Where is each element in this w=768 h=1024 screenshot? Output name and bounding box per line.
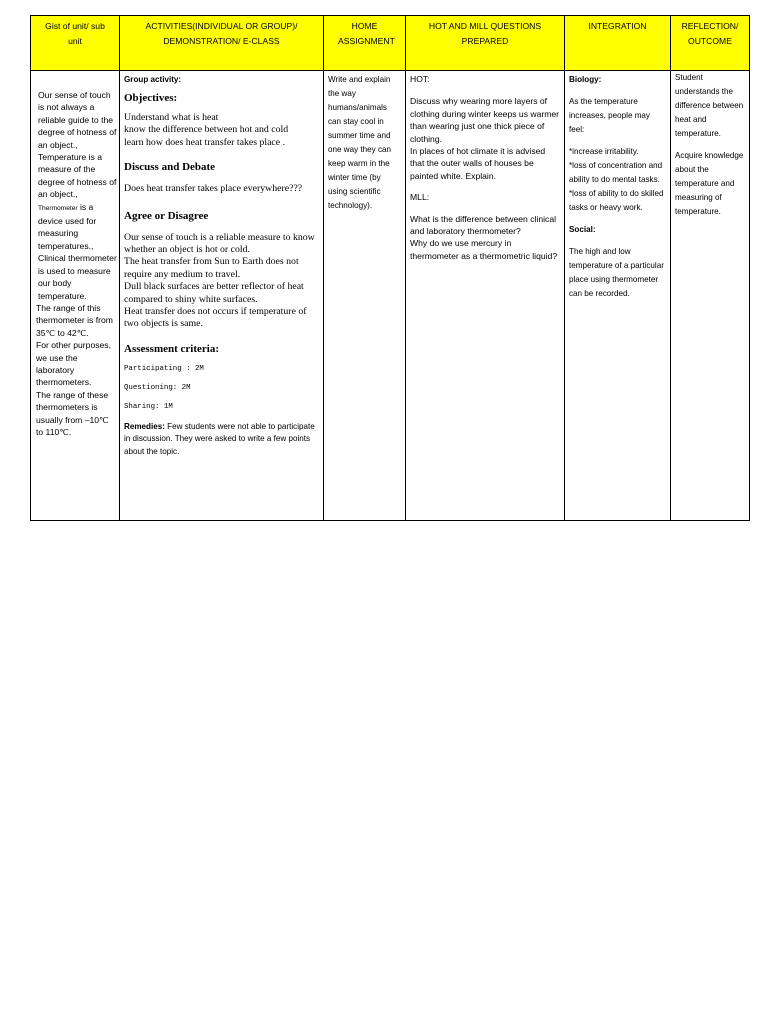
activities-cell <box>120 71 324 521</box>
lesson-plan-table <box>30 15 750 521</box>
group-activity-label: Group activity: <box>124 75 182 84</box>
hot-question: In places of hot climate it is advised that the outer walls of houses be painted white. Explain. <box>410 146 546 181</box>
discuss-text: Does heat transfer takes place everywhere??? <box>124 183 303 195</box>
objectives-list <box>124 112 320 149</box>
biology-item: *loss of ability to do skilled tasks or heavy work. <box>569 189 664 212</box>
criteria-item: Participating : 2M <box>124 364 204 373</box>
reflection-cell <box>671 71 750 521</box>
content-row <box>31 71 750 521</box>
objective-item: Understand what is heat <box>124 112 219 123</box>
home-assignment-cell <box>324 71 406 521</box>
header-hot-mill: HOT AND MILL QUESTIONS PREPARED <box>406 16 565 71</box>
biology-intro: As the temperature increases, people may feel: <box>569 97 650 134</box>
header-activities: ACTIVITIES(INDIVIDUAL OR GROUP)/ DEMONSTRATION/ E-CLASS <box>120 16 324 71</box>
gist-thermometer-word: Thermometer <box>38 204 78 212</box>
remedies-text <box>124 421 320 458</box>
header-gist: Gist of unit/ sub unit <box>31 16 120 71</box>
mll-question: What is the difference between clinical and laboratory thermometer? <box>410 213 557 237</box>
biology-list <box>569 145 667 215</box>
remedies-label: Remedies: <box>124 421 165 431</box>
criteria-list <box>124 365 320 411</box>
reflection-text: Acquire knowledge about the temperature and measuring of temperature. <box>675 151 744 216</box>
biology-item: *loss of concentration and ability to do mental tasks. <box>569 161 663 184</box>
criteria-item: Sharing: 1M <box>124 402 173 411</box>
agree-item: The heat transfer from Sun to Earth does not require any medium to travel. <box>124 256 299 280</box>
header-row <box>31 16 750 71</box>
mll-label: MLL: <box>410 192 430 203</box>
biology-item: *increase irritability. <box>569 147 639 156</box>
criteria-item: Questioning: 2M <box>124 383 191 392</box>
social-text: The high and low temperature of a particular place using thermometer can be recorded. <box>569 247 664 298</box>
gist-part2: is a device used for measuring temperatures., Clinical thermometer is used to measure our body temperature. <box>38 201 117 301</box>
gist-other-line: For other purposes, we use the laboratory thermometers. <box>36 340 111 388</box>
integration-cell <box>565 71 671 521</box>
agree-item: Heat transfer does not occurs if temperature of two objects is same. <box>124 306 307 330</box>
hot-mill-cell <box>406 71 565 521</box>
header-home-assignment: HOME ASSIGNMENT <box>324 16 406 71</box>
agree-heading: Agree or Disagree <box>124 209 209 222</box>
gist-range2-line: The range of these thermometers is usually from –10℃ to 110℃. <box>36 389 109 437</box>
agree-item: Our sense of touch is a reliable measure to know whether an object is hot or cold. <box>124 231 315 256</box>
header-integration: INTEGRATION <box>565 16 671 71</box>
agree-list <box>124 232 320 331</box>
objective-item: know the difference between hot and cold <box>124 124 289 136</box>
hot-question: Discuss why wearing more layers of clothing during winter keeps us warmer than wearing just one thick piece of clothing. <box>410 96 560 144</box>
agree-item: Dull black surfaces are better reflector of heat compared to shiny white surfaces. <box>124 281 304 305</box>
objectives-heading: Objectives: <box>124 92 178 104</box>
header-reflection: REFLECTION/ OUTCOME <box>671 16 750 71</box>
reflection-text: Student understands the difference between heat and temperature. <box>675 73 744 138</box>
biology-label: Biology: <box>569 75 602 84</box>
social-label: Social: <box>569 225 596 234</box>
hot-label: HOT: <box>410 74 430 84</box>
assessment-heading: Assessment criteria: <box>124 342 219 355</box>
gist-part1: Our sense of touch is not always a reliable guide to the degree of hotness of an object., Temperature is a measure of the degree of hotness of an object., <box>38 90 117 200</box>
remedies-body: Few students were not able to participate in discussion. They were asked to write a few points about the topic. <box>124 421 315 456</box>
gist-range-line: The range of this thermometer is from 35℃ to 42℃. <box>36 302 113 338</box>
mll-question: Why do we use mercury in thermometer as a thermometric liquid? <box>410 238 558 261</box>
gist-cell <box>31 71 120 521</box>
objective-item: learn how does heat transfer takes place . <box>124 136 286 148</box>
home-assignment-text: Write and explain the way humans/animals can stay cool in summer time and one way they can keep warm in the winter time (by using scientific technology). <box>328 75 391 210</box>
discuss-heading: Discuss and Debate <box>124 161 216 174</box>
